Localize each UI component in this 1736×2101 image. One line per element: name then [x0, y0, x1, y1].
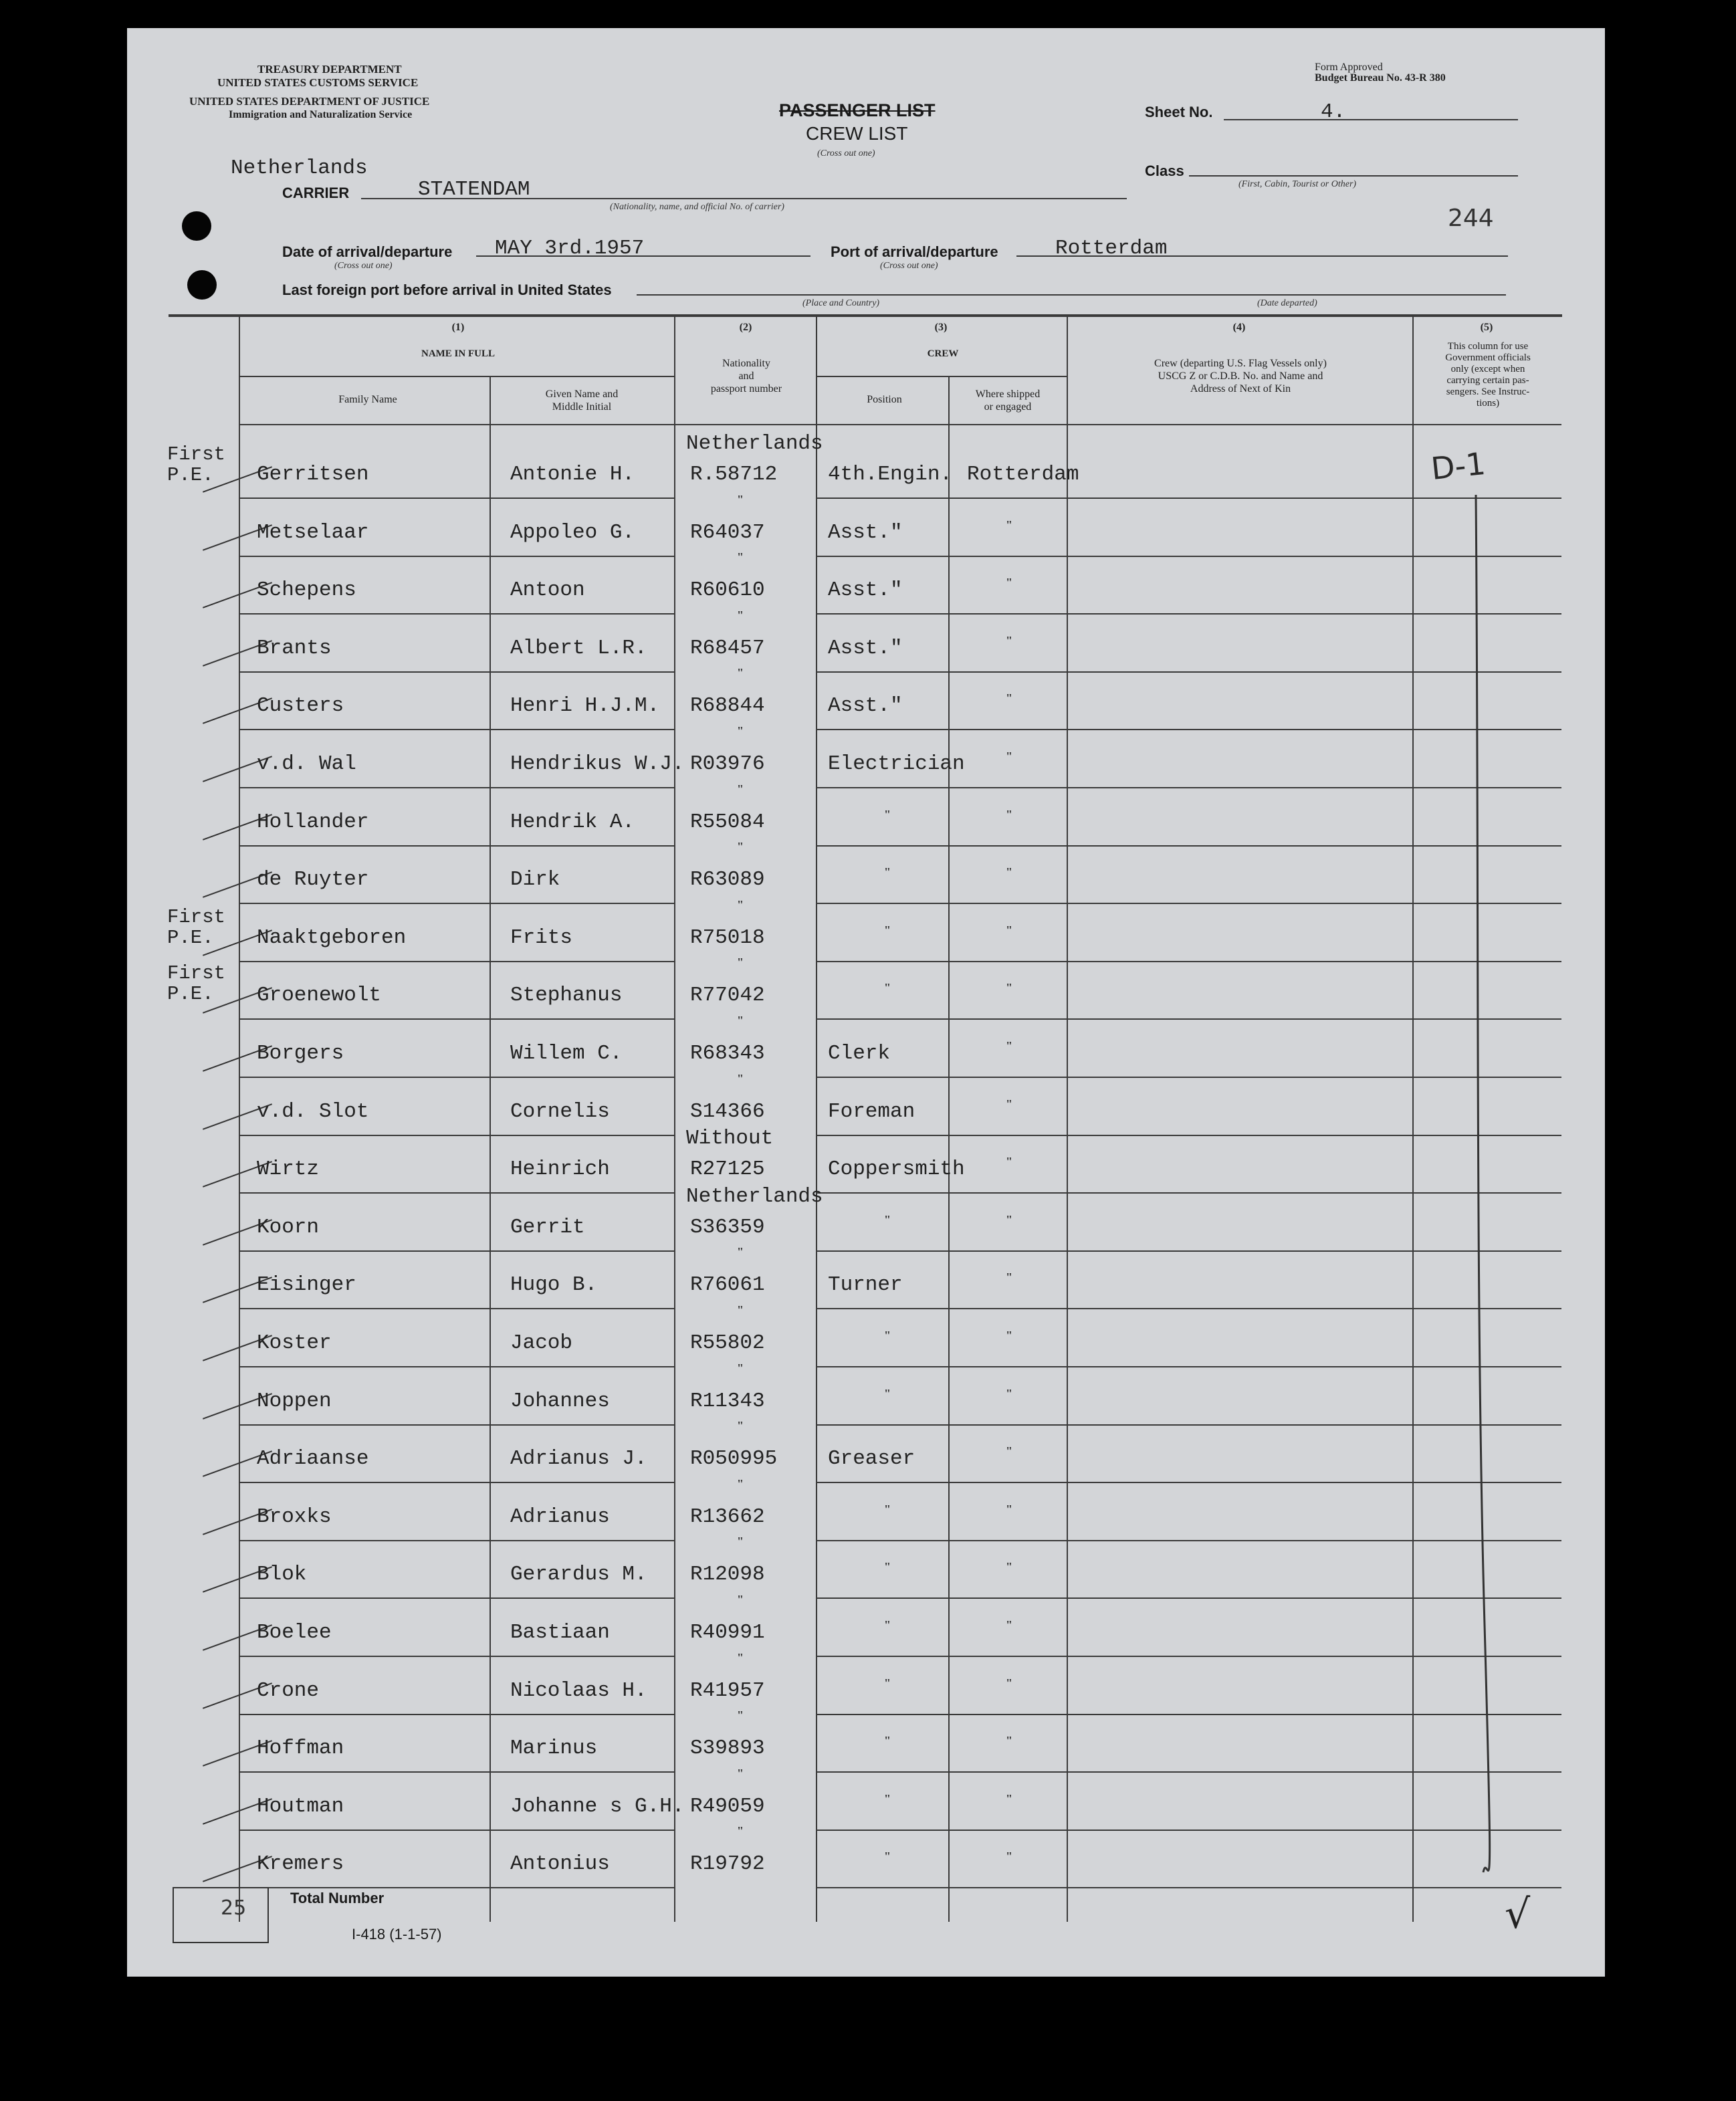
family-name: Boelee	[257, 1621, 332, 1644]
margin-note-line: First	[167, 962, 226, 984]
head-bottom-rule	[239, 424, 1561, 425]
row-rule	[239, 1597, 675, 1599]
row-rule	[816, 671, 1561, 673]
margin-note-line: First	[167, 906, 226, 928]
row-rule	[239, 1830, 675, 1831]
row-rule	[239, 1250, 675, 1252]
family-name: Crone	[257, 1679, 320, 1702]
nationality: Netherlands	[686, 432, 823, 455]
family-name: Hollander	[257, 810, 369, 834]
col2-title-line: Nationality	[722, 358, 770, 369]
ditto-mark: "	[737, 1419, 744, 1432]
crew-position: Greaser	[828, 1447, 915, 1470]
given-heading-line: Middle Initial	[552, 401, 612, 413]
ditto-mark: "	[737, 956, 744, 969]
form-approved: Form Approved	[1315, 62, 1383, 73]
given-name: Marinus	[510, 1737, 598, 1760]
class-note: (First, Cabin, Tourist or Other)	[1238, 179, 1357, 189]
col2-title	[679, 357, 813, 395]
row-rule	[239, 497, 675, 499]
row-rule	[816, 1308, 1561, 1309]
row-rule	[239, 961, 675, 962]
row-rule	[239, 671, 675, 673]
margin-note-line: First	[167, 443, 226, 465]
ditto-mark: "	[737, 1014, 744, 1027]
row-rule	[816, 1540, 1561, 1541]
ditto-mark: "	[1006, 1039, 1012, 1053]
crew-position: 4th.Engin.	[828, 463, 953, 486]
row-rule	[239, 1135, 675, 1136]
given-name: Gerardus M.	[510, 1563, 647, 1586]
port-value: Rotterdam	[1055, 237, 1168, 260]
crew-position: Asst."	[828, 694, 903, 717]
row-rule	[816, 556, 1561, 557]
ditto-mark: "	[1006, 1270, 1012, 1284]
table-top-rule	[169, 314, 1562, 317]
ditto-mark: "	[1006, 518, 1012, 532]
family-name: Noppen	[257, 1390, 332, 1413]
margin-note-line: P.E.	[167, 464, 214, 486]
ditto-mark: "	[737, 666, 744, 679]
family-name: Metselaar	[257, 521, 369, 544]
row-rule	[239, 787, 675, 788]
ditto-mark: "	[1006, 1734, 1012, 1747]
title-crew-list: CREW LIST	[806, 123, 908, 144]
passport-number: R050995	[690, 1447, 778, 1470]
ditto-mark: "	[1006, 1329, 1012, 1342]
ditto-mark: "	[1006, 576, 1012, 589]
row-rule	[816, 613, 1561, 615]
ditto-mark: "	[1006, 1792, 1012, 1805]
passport-number: R68343	[690, 1042, 765, 1065]
row-rule	[816, 1077, 1561, 1078]
ditto-mark: "	[737, 1651, 744, 1664]
family-name: v.d. Wal	[257, 752, 356, 776]
col5-title	[1415, 341, 1561, 409]
given-name: Antonius	[510, 1852, 610, 1876]
passport-number: R03976	[690, 752, 765, 776]
ditto-mark: "	[884, 1503, 891, 1516]
family-name: Adriaanse	[257, 1447, 369, 1470]
given-name: Adrianus J.	[510, 1447, 647, 1470]
family-name: Koster	[257, 1331, 332, 1355]
ditto-mark: "	[1006, 634, 1012, 647]
ditto-mark: "	[884, 1387, 891, 1400]
ditto-mark: "	[884, 1792, 891, 1805]
row-rule	[816, 903, 1561, 904]
punch-hole	[182, 211, 211, 241]
row-rule	[816, 1366, 1561, 1367]
passport-number: S36359	[690, 1216, 765, 1239]
margin-note	[167, 907, 225, 948]
passport-number: S14366	[690, 1100, 765, 1123]
family-name: v.d. Slot	[257, 1100, 369, 1123]
agency-line-4: Immigration and Naturalization Service	[229, 109, 413, 120]
row-rule	[816, 729, 1561, 730]
family-name: Koorn	[257, 1216, 320, 1239]
col5-title-line: only (except when	[1450, 364, 1525, 374]
crew-position: Coppersmith	[828, 1157, 965, 1181]
passport-number: R68457	[690, 637, 765, 660]
handwritten-number: 244	[1448, 205, 1494, 232]
row-rule	[816, 1771, 1561, 1773]
ditto-mark: "	[1006, 1560, 1012, 1573]
crew-position: Turner	[828, 1273, 903, 1297]
ditto-mark: "	[1006, 1850, 1012, 1863]
passport-number: R60610	[690, 578, 765, 602]
row-rule	[816, 1656, 1561, 1657]
row-rule	[816, 497, 1561, 499]
row-rule	[239, 1771, 675, 1773]
given-name: Stephanus	[510, 984, 623, 1007]
ditto-mark: "	[1006, 981, 1012, 994]
crew-position: Electrician	[828, 752, 965, 776]
row-rule	[239, 1887, 675, 1888]
class-label: Class	[1145, 162, 1184, 179]
given-name: Henri H.J.M.	[510, 694, 660, 717]
head-rule	[239, 376, 675, 377]
family-name: Custers	[257, 694, 344, 717]
crew-position: Foreman	[828, 1100, 915, 1123]
col5-title-line: This column for use	[1447, 341, 1529, 352]
title-passenger-list: PASSENGER LIST	[779, 100, 936, 120]
ditto-mark: "	[884, 1329, 891, 1342]
col4-number: (4)	[1232, 322, 1246, 333]
total-number-value: 25	[221, 1896, 247, 1920]
passport-number: R63089	[690, 868, 765, 891]
position-heading: Position	[867, 394, 902, 405]
col1-number: (1)	[451, 322, 465, 333]
head-rule	[816, 376, 1067, 377]
passport-number: R19792	[690, 1852, 765, 1876]
given-name: Antonie H.	[510, 463, 635, 486]
family-name: Borgers	[257, 1042, 344, 1065]
family-name-heading: Family Name	[338, 394, 397, 405]
passport-number: R49059	[690, 1795, 765, 1818]
shipped-heading-line: Where shipped	[975, 389, 1041, 400]
nationality: Netherlands	[686, 1185, 823, 1208]
col5-number: (5)	[1480, 322, 1493, 333]
ditto-mark: "	[1006, 1155, 1012, 1168]
row-rule	[239, 903, 675, 904]
ditto-mark: "	[884, 808, 891, 821]
punch-hole	[187, 270, 217, 300]
passport-number: R12098	[690, 1563, 765, 1586]
ditto-mark: "	[1006, 1676, 1012, 1690]
ditto-mark: "	[737, 782, 744, 796]
ditto-mark: "	[737, 609, 744, 622]
given-name: Hendrikus W.J.	[510, 752, 685, 776]
col-rule	[490, 377, 491, 1922]
ditto-mark: "	[737, 550, 744, 564]
col2-number: (2)	[739, 322, 752, 333]
row-rule	[239, 1482, 675, 1483]
passport-number: R55084	[690, 810, 765, 834]
nationality: Without	[686, 1127, 774, 1150]
row-rule	[239, 1714, 675, 1715]
family-name: Eisinger	[257, 1273, 356, 1297]
given-name: Nicolaas H.	[510, 1679, 647, 1702]
passport-number: R41957	[690, 1679, 765, 1702]
given-name: Hendrik A.	[510, 810, 635, 834]
family-name: de Ruyter	[257, 868, 369, 891]
ditto-mark: "	[737, 1535, 744, 1548]
passport-number: R55802	[690, 1331, 765, 1355]
row-rule	[239, 1366, 675, 1367]
port-label: Port of arrival/departure	[831, 243, 998, 260]
col5-title-line: Government officials	[1445, 352, 1531, 363]
given-name: Johannes	[510, 1390, 610, 1413]
where-shipped: Rotterdam	[967, 463, 1079, 486]
row-rule	[239, 613, 675, 615]
col5-title-line: carrying certain pas-	[1446, 375, 1529, 386]
ditto-mark: "	[737, 1303, 744, 1317]
carrier-nationality: Netherlands	[231, 156, 368, 180]
ditto-mark: "	[1006, 1097, 1012, 1111]
ditto-mark: "	[1006, 1444, 1012, 1458]
row-rule	[239, 1308, 675, 1309]
ditto-mark: "	[884, 923, 891, 937]
row-rule	[239, 729, 675, 730]
given-name: Adrianus	[510, 1505, 610, 1529]
family-name: Houtman	[257, 1795, 344, 1818]
form-number: I-418 (1-1-57)	[352, 1926, 442, 1943]
family-name: Schepens	[257, 578, 356, 602]
row-rule	[239, 845, 675, 847]
ditto-mark: "	[737, 1072, 744, 1085]
family-name: Blok	[257, 1563, 307, 1586]
col-rule	[948, 377, 950, 1922]
title-note: (Cross out one)	[817, 148, 875, 158]
ditto-mark: "	[884, 1734, 891, 1747]
passport-number: R64037	[690, 521, 765, 544]
family-name: Gerritsen	[257, 463, 369, 486]
col4-title-line: USCG Z or C.D.B. No. and Name and	[1158, 370, 1323, 382]
crew-position: Clerk	[828, 1042, 891, 1065]
row-rule	[239, 1018, 675, 1020]
ditto-mark: "	[884, 1213, 891, 1226]
given-name: Frits	[510, 926, 573, 950]
ditto-mark: "	[737, 724, 744, 738]
check-mark: √	[1505, 1891, 1531, 1938]
date-departed-note: (Date departed)	[1257, 298, 1317, 308]
shipped-heading	[951, 388, 1065, 413]
budget-bureau: Budget Bureau No. 43-R 380	[1315, 72, 1446, 84]
row-rule	[816, 1135, 1561, 1136]
passport-number: R11343	[690, 1390, 765, 1413]
date-value: MAY 3rd.1957	[495, 237, 645, 260]
given-name: Antoon	[510, 578, 585, 602]
row-rule	[816, 845, 1561, 847]
ditto-mark: "	[737, 1361, 744, 1375]
row-rule	[239, 1192, 675, 1194]
given-name: Willem C.	[510, 1042, 623, 1065]
agency-line-2: UNITED STATES CUSTOMS SERVICE	[217, 76, 419, 89]
given-name-heading	[495, 388, 669, 413]
ditto-mark: "	[884, 981, 891, 994]
crew-position: Asst."	[828, 637, 903, 660]
crew-position: Asst."	[828, 521, 903, 544]
crew-position: Asst."	[828, 578, 903, 602]
last-port-label: Last foreign port before arrival in United States	[282, 282, 612, 298]
row-rule	[239, 1540, 675, 1541]
col4-title-line: Address of Next of Kin	[1190, 383, 1291, 395]
carrier-value: STATENDAM	[418, 178, 530, 201]
ditto-mark: "	[1006, 865, 1012, 879]
date-label: Date of arrival/departure	[282, 243, 453, 260]
ditto-mark: "	[737, 493, 744, 506]
row-rule	[816, 1424, 1561, 1426]
col3-title: CREW	[927, 348, 959, 359]
margin-note-line: P.E.	[167, 983, 214, 1005]
family-name: Broxks	[257, 1505, 332, 1529]
row-rule	[816, 1250, 1561, 1252]
ditto-mark: "	[737, 898, 744, 911]
ditto-mark: "	[1006, 1618, 1012, 1632]
row-rule	[816, 1482, 1561, 1483]
row-rule	[816, 787, 1561, 788]
given-name: Albert L.R.	[510, 637, 647, 660]
col2-title-line: passport number	[710, 383, 782, 395]
ditto-mark: "	[1006, 808, 1012, 821]
col4-title	[1070, 357, 1411, 395]
family-name: Groenewolt	[257, 984, 382, 1007]
place-note: (Place and Country)	[802, 298, 880, 308]
ditto-mark: "	[737, 1477, 744, 1490]
family-name: Wirtz	[257, 1157, 320, 1181]
handwritten-vertical-stroke	[1464, 488, 1505, 1879]
ditto-mark: "	[1006, 1213, 1012, 1226]
passport-number: R77042	[690, 984, 765, 1007]
row-rule	[816, 1830, 1561, 1831]
ditto-mark: "	[737, 840, 744, 853]
ditto-mark: "	[737, 1245, 744, 1258]
row-rule	[816, 1597, 1561, 1599]
agency-line-3: UNITED STATES DEPARTMENT OF JUSTICE	[189, 95, 430, 108]
ditto-mark: "	[737, 1767, 744, 1780]
row-rule	[816, 1887, 1561, 1888]
ditto-mark: "	[884, 1850, 891, 1863]
col5-title-line: sengers. See Instruc-	[1446, 386, 1530, 397]
ditto-mark: "	[1006, 1503, 1012, 1516]
row-rule	[239, 1656, 675, 1657]
ditto-mark: "	[737, 1708, 744, 1722]
ditto-mark: "	[1006, 923, 1012, 937]
row-rule	[239, 1077, 675, 1078]
carrier-note: (Nationality, name, and official No. of carrier)	[610, 202, 784, 212]
passport-number: R76061	[690, 1273, 765, 1297]
col2-title-line: and	[738, 370, 754, 382]
col1-title: NAME IN FULL	[421, 348, 495, 359]
family-name: Hoffman	[257, 1737, 344, 1760]
given-name: Jacob	[510, 1331, 573, 1355]
col3-number: (3)	[934, 322, 948, 333]
given-name: Heinrich	[510, 1157, 610, 1181]
ditto-mark: "	[1006, 750, 1012, 763]
given-name: Appoleo G.	[510, 521, 635, 544]
given-name: Dirk	[510, 868, 560, 891]
row-rule	[816, 961, 1561, 962]
given-name: Hugo B.	[510, 1273, 598, 1297]
ditto-mark: "	[737, 1824, 744, 1838]
passport-number: R.58712	[690, 463, 778, 486]
sheet-number: 4.	[1321, 100, 1346, 124]
passport-number: R75018	[690, 926, 765, 950]
total-number-label: Total Number	[290, 1890, 385, 1906]
family-name: Brants	[257, 637, 332, 660]
passport-number: R40991	[690, 1621, 765, 1644]
row-rule	[816, 1192, 1561, 1194]
row-rule	[816, 1018, 1561, 1020]
ditto-mark: "	[884, 1618, 891, 1632]
given-name: Johanne s G.H.	[510, 1795, 685, 1818]
margin-note	[167, 963, 225, 1004]
row-rule	[239, 1424, 675, 1426]
col4-title-line: Crew (departing U.S. Flag Vessels only)	[1154, 358, 1327, 369]
passport-number: R13662	[690, 1505, 765, 1529]
given-name: Bastiaan	[510, 1621, 610, 1644]
ditto-mark: "	[1006, 691, 1012, 705]
margin-note-line: P.E.	[167, 927, 214, 949]
passport-number: R27125	[690, 1157, 765, 1181]
port-note: (Cross out one)	[880, 261, 938, 271]
handwritten-d1: D-1	[1429, 445, 1487, 487]
row-rule	[239, 556, 675, 557]
passport-number: R68844	[690, 694, 765, 717]
carrier-label: CARRIER	[282, 185, 350, 201]
family-name: Naaktgeboren	[257, 926, 407, 950]
family-name: Kremers	[257, 1852, 344, 1876]
ditto-mark: "	[884, 1560, 891, 1573]
ditto-mark: "	[1006, 1387, 1012, 1400]
given-name: Gerrit	[510, 1216, 585, 1239]
given-name: Cornelis	[510, 1100, 610, 1123]
agency-line-1: TREASURY DEPARTMENT	[257, 63, 402, 76]
col5-title-line: tions)	[1476, 398, 1500, 409]
passport-number: S39893	[690, 1737, 765, 1760]
date-note: (Cross out one)	[334, 261, 393, 271]
given-heading-line: Given Name and	[545, 389, 619, 400]
ditto-mark: "	[884, 865, 891, 879]
margin-note	[167, 444, 225, 485]
ditto-mark: "	[884, 1676, 891, 1690]
sheet-label: Sheet No.	[1145, 104, 1213, 120]
row-rule	[816, 1714, 1561, 1715]
ditto-mark: "	[737, 1593, 744, 1606]
shipped-heading-line: or engaged	[984, 401, 1032, 413]
